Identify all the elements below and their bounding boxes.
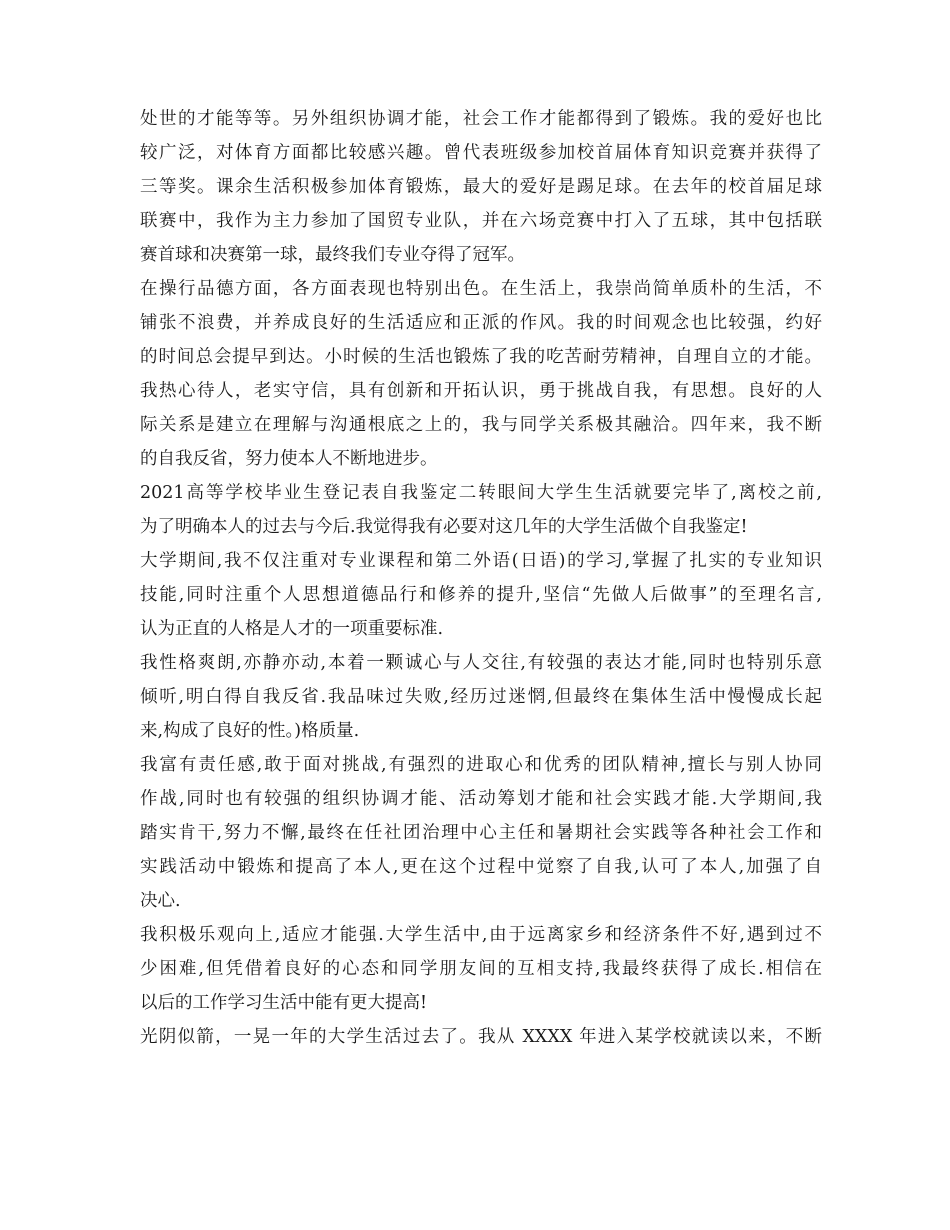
text-line: 联赛中，我作为主力参加了国贸专业队，并在六场竞赛中打入了五球，其中包括联 — [140, 211, 822, 231]
text-line: 铺张不浪费，并养成良好的生活适应和正派的作风。我的时间观念也比较强，约好 — [140, 313, 822, 333]
text-line: 认为正直的人格是人才的一项重要标准. — [140, 619, 444, 639]
text-line: 赛首球和决赛第一球，最终我们专业夺得了冠军。 — [140, 245, 525, 265]
text-line: 的自我反省，努力使本人不断地进步。 — [140, 449, 438, 469]
text-line: 为了明确本人的过去与今后.我觉得我有必要对这几年的大学生活做个自我鉴定! — [140, 517, 748, 537]
text-line: 技能,同时注重个人思想道德品行和修养的提升,坚信“先做人后做事”的至理名言, — [140, 585, 822, 605]
text-line: 三等奖。课余生活积极参加体育锻炼，最大的爱好是踢足球。在去年的校首届足球 — [140, 177, 822, 197]
text-line: 决心. — [140, 891, 181, 911]
text-line: 实践活动中锻炼和提高了本人,更在这个过程中觉察了自我,认可了本人,加强了自 — [140, 857, 822, 877]
text-line: 我富有责任感,敢于面对挑战,有强烈的进取心和优秀的团队精神,擅长与别人协同 — [140, 755, 822, 775]
text-line: 际关系是建立在理解与沟通根底之上的，我与同学关系极其融洽。四年来，我不断 — [140, 415, 822, 435]
document-body — [140, 102, 822, 1054]
text-line: 来,构成了良好的性。)格质量. — [140, 721, 360, 741]
text-line: 我积极乐观向上,适应才能强.大学生活中,由于远离家乡和经济条件不好,遇到过不 — [140, 925, 822, 945]
text-line: 踏实肯干,努力不懈,最终在任社团治理中心主任和暑期社会实践等各种社会工作和 — [140, 823, 822, 843]
text-line: 处世的才能等等。另外组织协调才能，社会工作才能都得到了锻炼。我的爱好也比 — [140, 109, 822, 129]
text-line: 倾听,明白得自我反省.我品味过失败,经历过迷惘,但最终在集体生活中慢慢成长起 — [140, 687, 822, 707]
text-line: 在操行品德方面，各方面表现也特别出色。在生活上，我崇尚简单质朴的生活，不 — [140, 279, 822, 299]
text-line: 我热心待人，老实守信，具有创新和开拓认识，勇于挑战自我，有思想。良好的人 — [140, 381, 822, 401]
text-line: 大学期间,我不仅注重对专业课程和第二外语(日语)的学习,掌握了扎实的专业知识 — [140, 551, 822, 571]
text-line: 2021高等学校毕业生登记表自我鉴定二转眼间大学生生活就要完毕了,离校之前, — [140, 483, 822, 503]
text-line: 作战,同时也有较强的组织协调才能、活动筹划才能和社会实践才能.大学期间,我 — [140, 789, 822, 809]
text-line: 以后的工作学习生活中能有更大提高! — [140, 993, 428, 1013]
text-line: 较广泛，对体育方面都比较感兴趣。曾代表班级参加校首届体育知识竞赛并获得了 — [140, 143, 822, 163]
text-line: 的时间总会提早到达。小时候的生活也锻炼了我的吃苦耐劳精神，自理自立的才能。 — [140, 347, 822, 367]
text-line: 我性格爽朗,亦静亦动,本着一颗诚心与人交往,有较强的表达才能,同时也特别乐意 — [140, 653, 822, 673]
text-line: 少困难,但凭借着良好的心态和同学朋友间的互相支持,我最终获得了成长.相信在 — [140, 959, 822, 979]
text-line: 光阴似箭，一晃一年的大学生活过去了。我从 XXXX 年进入某学校就读以来，不断 — [140, 1027, 822, 1047]
